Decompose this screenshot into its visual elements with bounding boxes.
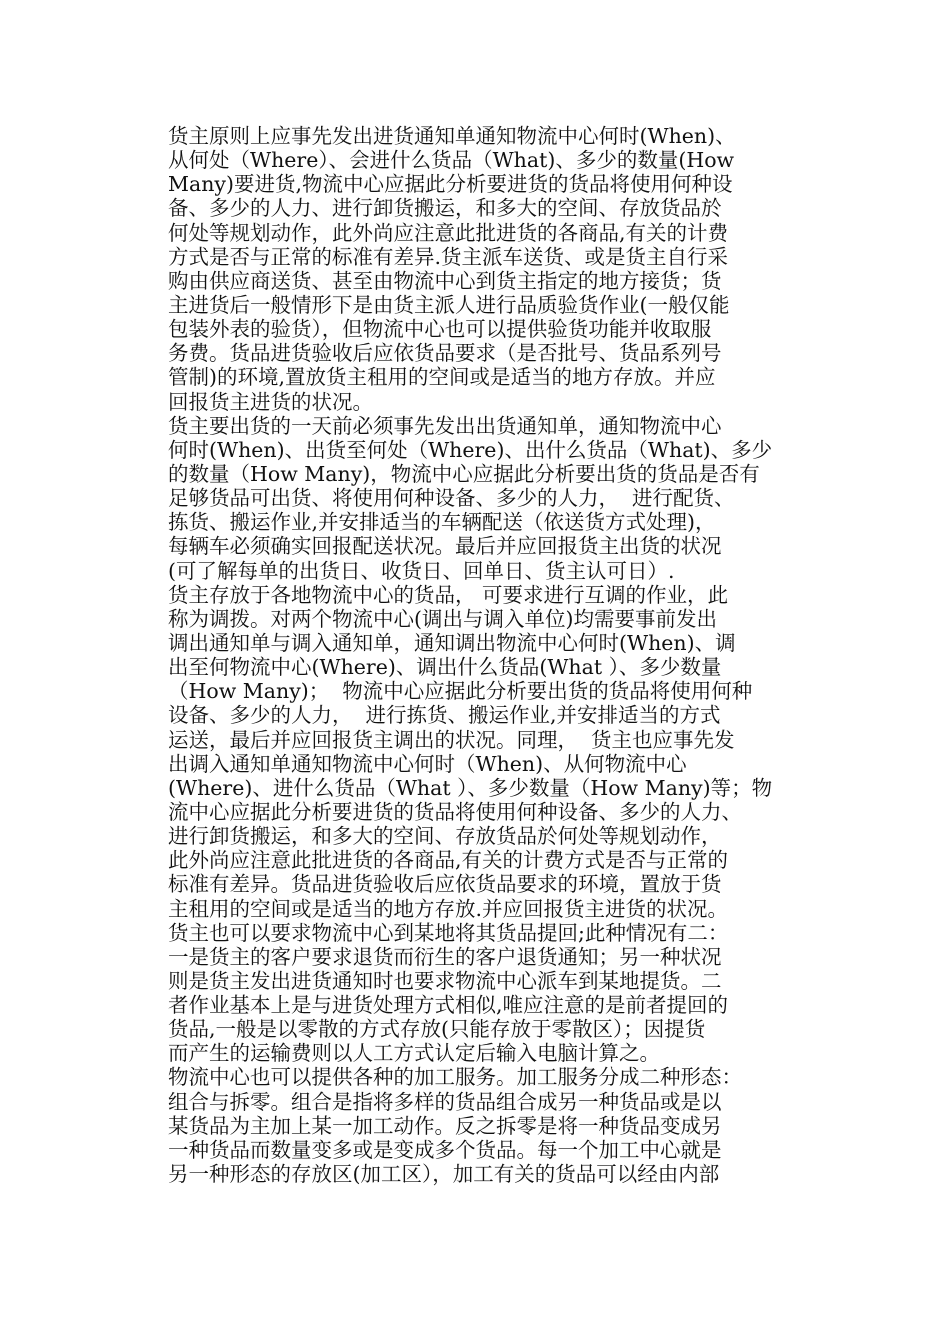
text-line: 主租用的空间或是适当的地方存放.并应回报货主进货的状况。 [168,896,729,921]
text-line: 回报货主进货的状况。 [168,389,373,414]
text-line: 称为调拨。对两个物流中心(调出与调入单位)均需要事前发出 [168,606,717,631]
text-line: （How Many)； 物流中心应据此分析要出货的货品将使用何种 [168,679,753,704]
text-line: 管制)的环境,置放货主租用的空间或是适当的地方存放。并应 [168,365,716,390]
text-line: 者作业基本上是与进货处理方式相似,唯应注意的是前者提回的 [168,993,729,1018]
text-line: 此外尚应注意此批进货的各商品,有关的计费方式是否与正常的 [168,848,729,873]
text-line: 足够货品可出货、将使用何种设备、多少的人力， 进行配货、 [168,486,735,511]
text-line: (可了解每单的出货日、收货日、回单日、货主认可日）. [168,558,675,583]
text-line: 备、多少的人力、进行卸货搬运，和多大的空间、存放货品於 [168,196,722,221]
paragraph [168,1065,798,1186]
paragraph [168,124,798,414]
text-line: 进行卸货搬运，和多大的空间、存放货品於何处等规划动作， [168,824,722,849]
text-line: 流中心应据此分析要进货的货品将使用何种设备、多少的人力、 [168,799,742,824]
text-line: 另一种形态的存放区(加工区），加工有关的货品可以经由内部 [168,1162,720,1187]
text-line: 某货品为主加上某一加工动作。反之拆零是将一种货品变成另 [168,1113,722,1138]
text-line: 一是货主的客户要求退货而衍生的客户退货通知；另一种状况 [168,944,722,969]
text-line: 方式是否与正常的标准有差异.货主派车送货、或是货主自行采 [168,244,729,269]
text-line: 何时(When)、出货至何处（Where)、出什么货品（What)、多少 [168,437,773,462]
text-line: 每辆车必须确实回报配送状况。最后并应回报货主出货的状况 [168,534,722,559]
text-line: 何处等规划动作，此外尚应注意此批进货的各商品,有关的计费 [168,220,729,245]
text-line: 务费。货品进货验收后应依货品要求（是否批号、货品系列号 [168,341,722,366]
text-line: 从何处（Where）、会进什么货品（What)、多少的数量(How [168,148,735,173]
text-line: 包装外表的验货），但物流中心也可以提供验货功能并收取服 [168,317,712,342]
text-line: 货主也可以要求物流中心到某地将其货品提回;此种情况有二： [168,920,729,945]
text-line: 物流中心也可以提供各种的加工服务。加工服务分成二种形态： [168,1065,742,1090]
text-line: 出至何物流中心(Where)、调出什么货品(What ）、多少数量 [168,655,722,680]
text-line: 主进货后一般情形下是由货主派人进行品质验货作业(一般仅能 [168,292,730,317]
text-line: 标准有差异。货品进货验收后应依货品要求的环境，置放于货 [168,872,722,897]
text-line: 货主要出货的一天前必须事先发出出货通知单，通知物流中心 [168,413,722,438]
text-line: 出调入通知单通知物流中心何时（When)、从何物流中心 [168,751,687,776]
text-line: 运送，最后并应回报货主调出的状况。同理， 货主也应事先发 [168,727,735,752]
text-line: 货品,一般是以零散的方式存放(只能存放于零散区）；因提货 [168,1017,706,1042]
text-line: 购由供应商送货、甚至由物流中心到货主指定的地方接货；货 [168,268,722,293]
text-line: 组合与拆零。组合是指将多样的货品组合成另一种货品或是以 [168,1089,722,1114]
paragraph [168,921,798,1066]
text-line: 调出通知单与调入通知单，通知调出物流中心何时(When)、调 [168,630,736,655]
text-line: 货主原则上应事先发出进货通知单通知物流中心何时(When)、 [168,124,736,148]
text-line: 而产生的运输费则以人工方式认定后输入电脑计算之。 [168,1041,660,1066]
document-body [168,124,798,1186]
text-line: 货主存放于各地物流中心的货品， 可要求进行互调的作业，此 [168,582,729,607]
text-line: 的数量（How Many)，物流中心应据此分析要出货的货品是否有 [168,461,760,486]
text-line: 拣货、搬运作业,并安排适当的车辆配送（依送货方式处理)， [168,510,716,535]
text-line: Many)要进货,物流中心应据此分析要进货的货品将使用何种设 [168,172,733,197]
text-line: 一种货品而数量变多或是变成多个货品。每一个加工中心就是 [168,1137,722,1162]
paragraph [168,414,798,583]
text-line: 则是货主发出进货通知时也要求物流中心派车到某地提货。二 [168,968,722,993]
paragraph [168,583,798,921]
text-line: (Where)、进什么货品（What ）、多少数量（How Many)等；物 [168,775,773,800]
text-line: 设备、多少的人力， 进行拣货、搬运作业,并安排适当的方式 [168,703,721,728]
